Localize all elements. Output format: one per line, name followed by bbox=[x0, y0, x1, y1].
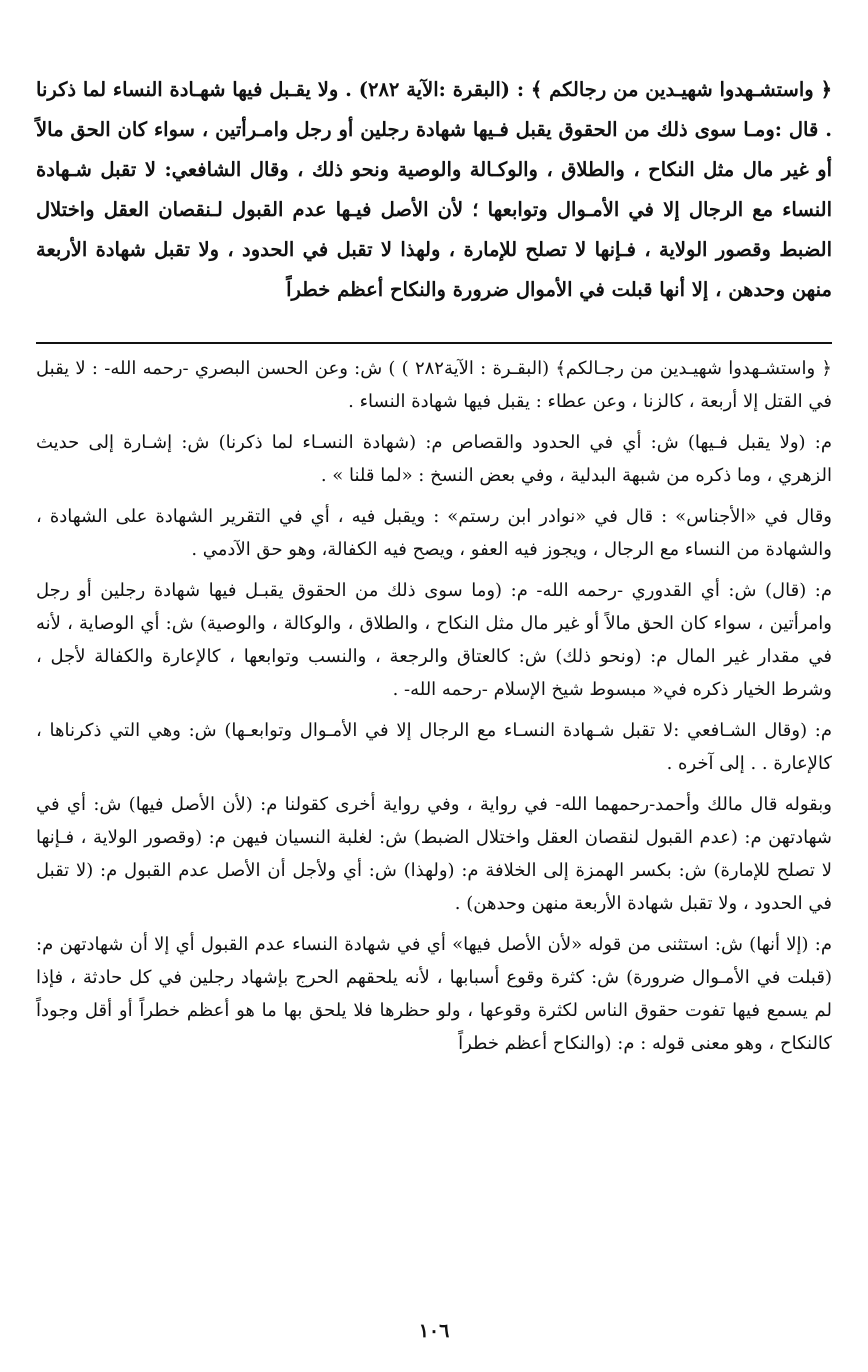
separator-rule bbox=[36, 342, 832, 344]
commentary-paragraph: م: (إلا أنها) ش: استثنى من قوله «لأن الأصل فيها» أي في شهادة النساء عدم القبول أي إلا أن شهادتهن م: (قبلت في الأمـوال ضرورة) ش: كثرة وقوع أسبابها ، لأنه يلحقهم الحرج بإشهاد رجلين في كل حادثة ، فإذا لم يسمع فيها تفوت حقوق الناس لكثرة وقوعها ، ولو حظرها فلا يلحق بها ما هو أعظم خطراً أو أقل وجوداً كالنكاح ، وهو معنى قوله : م: (والنكاح أعظم خطراً bbox=[36, 934, 832, 1054]
commentary-paragraph: م: (ولا يقبل فـيها) ش: أي في الحدود والقصاص م: (شهادة النسـاء لما ذكرنا) ش: إشـارة إلى حديث الزهري ، وما ذكره من شبهة البدلية ، وفي بعض النسخ : «لما قلنا » . bbox=[36, 432, 832, 486]
page-number: ١٠٦ bbox=[418, 1320, 450, 1342]
commentary-paragraph: م: (وقال الشـافعي :لا تقبل شـهادة النسـاء مع الرجال إلا في الأمـوال وتوابعـها) ش: وهي التي ذكرناها ، كالإعارة . . إلى آخره . bbox=[36, 720, 832, 774]
main-text: ﴿ واستشـهدوا شهيـدين من رجالكم ﴾ : (البقرة :الآية ٢٨٢) . ولا يقـبل فيها شهـادة النساء لما ذكرنا . قال :ومـا سوى ذلك من الحقوق يقبل فـيها شهادة رجلين أو رجل وامـرأتين ، سواء كان الحق مالاً أو غير مال مثل النكاح ، والطلاق ، والوكـالة والوصية ونحو ذلك ، وقال الشافعي: لا تقبل شـهادة النساء مع الرجال إلا في الأمـوال وتوابعها ؛ لأن الأصل فيـها عدم القبول لـنقصان العقل واختلال الضبط وقصور الولاية ، فـإنها لا تصلح للإمارة ، ولهذا لا تقبل في الحدود ، ولا تقبل شهادة الأربعة منهن وحدهن ، إلا أنها قبلت في الأموال ضرورة والنكاح أعظم خطراً bbox=[36, 78, 832, 301]
commentary-paragraph: وبقوله قال مالك وأحمد-رحمهما الله- في رواية ، وفي رواية أخرى كقولنا م: (لأن الأصل فيها) ش: أي في شهادتهن م: (عدم القبول لنقصان العقل واختلال الضبط) ش: لغلبة النسيان فيهن م: (وقصور الولاية ، فـإنها لا تصلح للإمارة) ش: بكسر الهمزة إلى الخلافة م: (ولهذا) ش: أي ولأجل أن الأصل عدم القبول م: (لا تقبل في الحدود ، ولا تقبل شهادة الأربعة منهن وحدهن) . bbox=[36, 794, 832, 914]
commentary-paragraph: م: (قال) ش: أي القدوري -رحمه الله- م: (وما سوى ذلك من الحقوق يقبـل فيها شهادة رجلين أو رجل وامرأتين ، سواء كان الحق مالاً أو غير مال مثل النكاح ، والطلاق ، والوكالة ، والوصية) ش: أي الوصاية ، لأنه في مقدار غير المال م: (ونحو ذلك) ش: كالعتاق والرجعة ، والنسب وتوابعها ، كالإعارة والكفالة لأجل ، وشرط الخيار ذكره في« مبسوط شيخ الإسلام -رحمه الله- . bbox=[36, 580, 833, 700]
commentary-paragraph: وقال في «الأجناس» : قال في «نوادر ابن رستم» : ويقبل فيه ، أي في التقرير الشهادة على الشهادة ، والشهادة من النساء مع الرجال ، ويجوز فيه العفو ، ويصح فيه الكفالة، وهو حق الآدمي . bbox=[36, 506, 832, 560]
commentary-paragraph: ﴿ واستشـهدوا شهيـدين من رجـالكم﴾ (البقـرة : الآية٢٨٢ ) ) ش: وعن الحسن البصري -رحمه الله- : لا يقبل في القتل إلا أربعة ، كالزنا ، وعن عطاء : يقبل فيها شهادة النساء . bbox=[36, 358, 832, 412]
